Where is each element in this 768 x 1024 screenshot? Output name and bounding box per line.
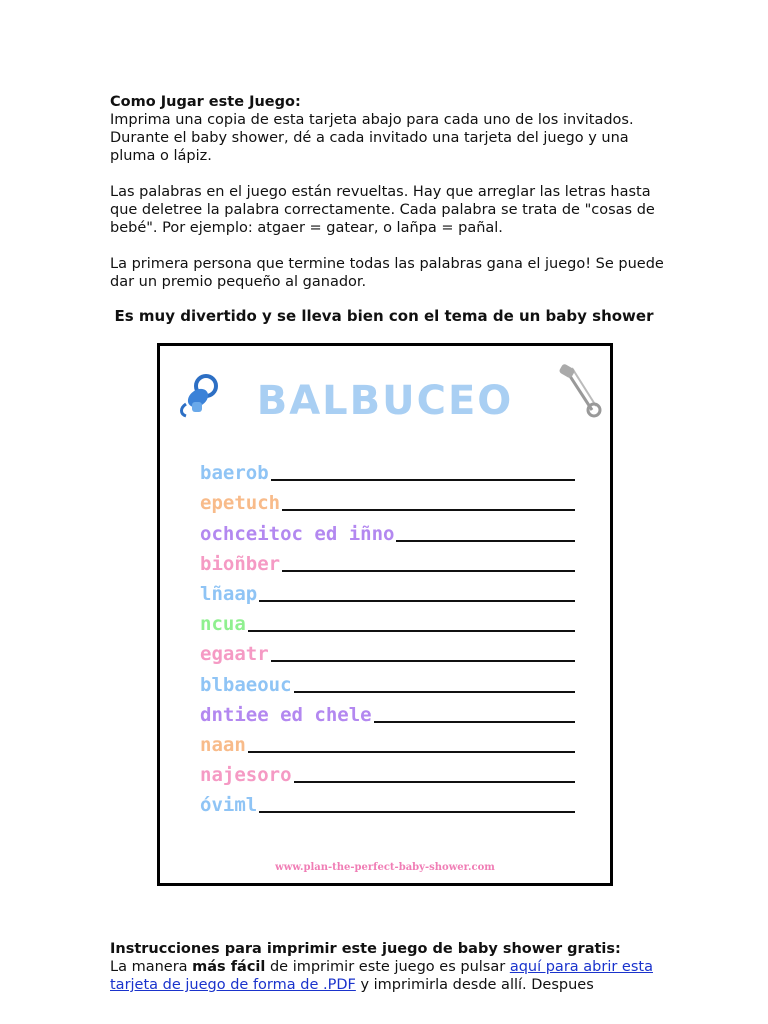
scrambled-word: lñaap [200,582,258,605]
instructions-text-part: La manera [110,959,193,975]
word-row [200,786,575,816]
answer-line [248,630,575,632]
scrambled-word: blbaeouc [200,673,292,696]
instructions-section [110,940,670,994]
answer-line [282,509,575,511]
answer-line [248,751,575,753]
card-footer-url: www.plan-the-perfect-baby-shower.com [275,862,495,873]
answer-line [282,570,575,572]
instructions-heading: Instrucciones para imprimir este juego de baby shower gratis: [110,941,621,957]
scrambled-word: ochceitoc ed iñno [200,522,395,545]
scrambled-word: najesoro [200,764,292,787]
scrambled-word: bioñber [200,552,281,575]
word-list [200,454,575,816]
intro-paragraph-3: La primera persona que termine todas las palabras gana el juego! Se puede dar un premio pequeño al ganador. [110,256,664,290]
instructions-text-part: de imprimir este juego es pulsar [265,959,510,975]
word-row [200,665,575,695]
answer-line [374,721,575,723]
word-row [200,545,575,575]
instructions-bold: más fácil [192,959,266,975]
answer-line [294,691,575,693]
scrambled-word: dntiee ed chele [200,703,372,726]
game-card [157,343,613,886]
intro-section [110,93,670,291]
word-row [200,484,575,514]
card-title: BALBUCEO [256,378,514,424]
word-row [200,514,575,544]
word-row [200,605,575,635]
word-row [200,635,575,665]
scrambled-word: epetuch [200,492,281,515]
scrambled-word: ncua [200,613,246,636]
answer-line [396,540,575,542]
scrambled-word: baerob [200,462,269,485]
answer-line [294,781,575,783]
instructions-text [110,958,670,994]
answer-line [259,600,575,602]
intro-paragraph-2: Las palabras en el juego están revueltas. Hay que arreglar las letras hasta que deletree la palabra correctamente. Cada palabra se trata de "cosas de bebé". Por ejemplo: atgaer = gatear, o lañpa = pañal. [110,184,655,236]
intro-paragraph-1: Imprima una copia de esta tarjeta abajo para cada uno de los invitados. Durante el baby shower, dé a cada invitado una tarjeta del juego y una pluma o lápiz. [110,112,634,164]
word-row [200,756,575,786]
word-row [200,696,575,726]
scrambled-word: naan [200,733,246,756]
word-row [200,575,575,605]
word-row [200,726,575,756]
scrambled-word: óviml [200,794,258,817]
instructions-text-part: y imprimirla desde allí. Despues [355,977,594,993]
tagline: Es muy divertido y se lleva bien con el tema de un baby shower [114,307,654,325]
pdf-link[interactable]: aquí para abrir esta tarjeta de juego de forma de .PDF [110,959,653,993]
answer-line [259,811,575,813]
safety-pin-icon [558,364,602,422]
scrambled-word: egaatr [200,643,269,666]
answer-line [271,479,575,481]
answer-line [271,660,575,662]
intro-heading: Como Jugar este Juego: [110,94,301,110]
word-row [200,454,575,484]
